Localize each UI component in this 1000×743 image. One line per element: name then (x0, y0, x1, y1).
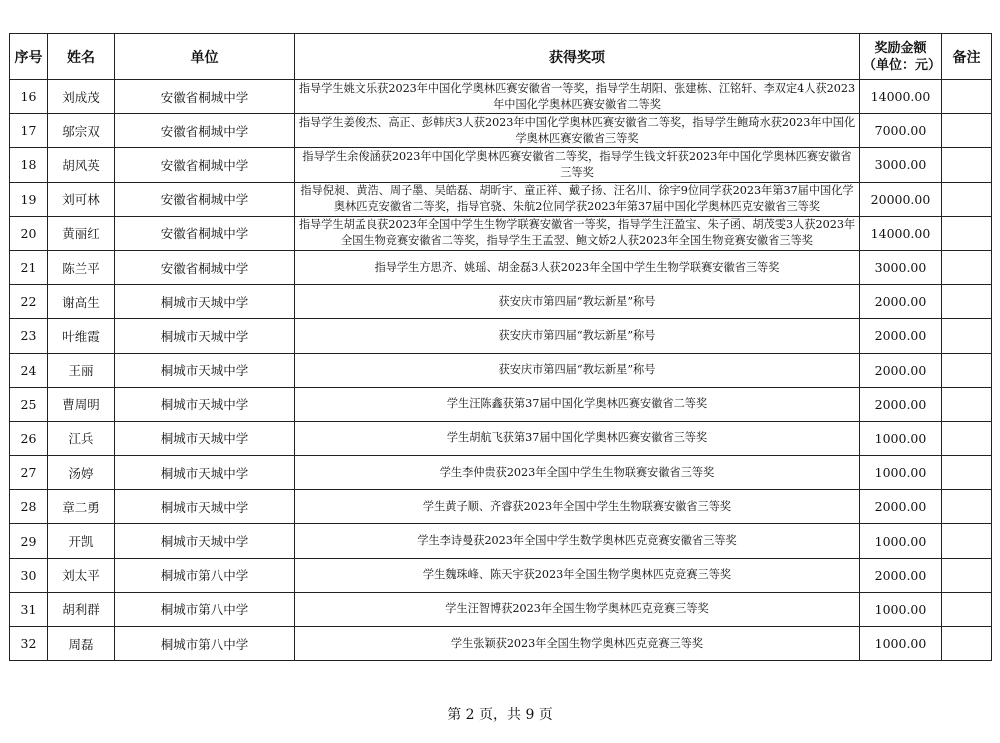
table-row (10, 490, 992, 524)
cell-name: 开凯 (48, 524, 115, 558)
table-row (10, 353, 992, 387)
cell-award: 学生汪智博获2023年全国生物学奥林匹克竞赛三等奖 (295, 592, 860, 626)
cell-amount: 2000.00 (860, 319, 942, 353)
cell-unit: 桐城市天城中学 (115, 490, 295, 524)
cell-remark (942, 387, 992, 421)
table-row (10, 524, 992, 558)
cell-index: 17 (10, 114, 48, 148)
table-row (10, 250, 992, 284)
cell-remark (942, 524, 992, 558)
cell-award: 学生黄子顺、齐睿获2023年全国中学生生物联赛安徽省三等奖 (295, 490, 860, 524)
cell-index: 22 (10, 285, 48, 319)
cell-award: 学生张颖获2023年全国生物学奥林匹克竞赛三等奖 (295, 627, 860, 661)
cell-remark (942, 285, 992, 319)
table-row (10, 114, 992, 148)
cell-remark (942, 627, 992, 661)
cell-index: 32 (10, 627, 48, 661)
cell-unit: 桐城市天城中学 (115, 456, 295, 490)
cell-award: 指导学生胡孟良获2023年全国中学生生物学联赛安徽省一等奖，指导学生汪盈宝、朱子函、胡茂雯3人获2023年全国生物竞赛安徽省二等奖，指导学生王孟翌、鲍文娇2人获2023年全国生物竞赛安徽省三等奖 (295, 216, 860, 250)
page-footer: 第 2 页，共 9 页 (447, 707, 553, 723)
cell-name: 刘太平 (48, 558, 115, 592)
cell-name: 邬宗双 (48, 114, 115, 148)
cell-amount: 14000.00 (860, 216, 942, 250)
cell-award: 指导倪昶、黄浩、周子墨、吴皓磊、胡昕宇、童正祥、戴子扬、汪名川、徐宇9位同学获2023年第37届中国化学奥林匹克安徽省二等奖，指导官骁、朱航2位同学获2023年第37届中国化学奥林匹克安徽省三等奖 (295, 182, 860, 216)
cell-remark (942, 148, 992, 182)
table-row (10, 148, 992, 182)
cell-award: 指导学生余俊涵获2023年中国化学奥林匹赛安徽省二等奖，指导学生钱文轩获2023年中国化学奥林匹赛安徽省三等奖 (295, 148, 860, 182)
header-award: 获得奖项 (295, 34, 860, 80)
cell-name: 黄丽红 (48, 216, 115, 250)
cell-amount: 2000.00 (860, 490, 942, 524)
cell-remark (942, 319, 992, 353)
cell-unit: 桐城市天城中学 (115, 285, 295, 319)
cell-index: 19 (10, 182, 48, 216)
cell-unit: 桐城市第八中学 (115, 592, 295, 626)
cell-unit: 桐城市第八中学 (115, 627, 295, 661)
table-row (10, 285, 992, 319)
cell-name: 江兵 (48, 421, 115, 455)
cell-remark (942, 182, 992, 216)
cell-name: 刘可林 (48, 182, 115, 216)
cell-award: 指导学生姚文乐获2023年中国化学奥林匹赛安徽省一等奖，指导学生胡阳、张建栋、江铭轩、李双定4人获2023年中国化学奥林匹赛安徽省二等奖 (295, 80, 860, 114)
cell-index: 28 (10, 490, 48, 524)
cell-unit: 安徽省桐城中学 (115, 216, 295, 250)
award-table (9, 33, 992, 661)
cell-amount: 1000.00 (860, 456, 942, 490)
table-row (10, 319, 992, 353)
header-amount-line1: 奖励金额 (874, 40, 927, 56)
cell-name: 胡风英 (48, 148, 115, 182)
cell-unit: 桐城市天城中学 (115, 387, 295, 421)
header-unit: 单位 (115, 34, 295, 80)
table-row (10, 80, 992, 114)
cell-unit: 安徽省桐城中学 (115, 114, 295, 148)
cell-index: 26 (10, 421, 48, 455)
cell-index: 29 (10, 524, 48, 558)
table-row (10, 182, 992, 216)
cell-name: 王丽 (48, 353, 115, 387)
cell-amount: 2000.00 (860, 387, 942, 421)
cell-amount: 2000.00 (860, 285, 942, 319)
table-row (10, 456, 992, 490)
cell-unit: 桐城市天城中学 (115, 524, 295, 558)
cell-unit: 安徽省桐城中学 (115, 148, 295, 182)
table-row (10, 558, 992, 592)
cell-index: 23 (10, 319, 48, 353)
cell-amount: 3000.00 (860, 148, 942, 182)
cell-amount: 20000.00 (860, 182, 942, 216)
cell-name: 章二勇 (48, 490, 115, 524)
cell-name: 陈兰平 (48, 250, 115, 284)
cell-amount: 1000.00 (860, 524, 942, 558)
cell-name: 刘成茂 (48, 80, 115, 114)
cell-remark (942, 216, 992, 250)
cell-unit: 桐城市天城中学 (115, 421, 295, 455)
cell-award: 学生魏珠峰、陈天宇获2023年全国生物学奥林匹克竞赛三等奖 (295, 558, 860, 592)
cell-index: 21 (10, 250, 48, 284)
cell-index: 18 (10, 148, 48, 182)
cell-remark (942, 558, 992, 592)
cell-name: 汤婷 (48, 456, 115, 490)
cell-amount: 3000.00 (860, 250, 942, 284)
cell-name: 谢高生 (48, 285, 115, 319)
cell-award: 指导学生方思齐、姚瑶、胡金磊3人获2023年全国中学生生物学联赛安徽省三等奖 (295, 250, 860, 284)
cell-amount: 1000.00 (860, 627, 942, 661)
cell-amount: 7000.00 (860, 114, 942, 148)
header-amount-line2: （单位：元） (863, 57, 942, 73)
cell-remark (942, 80, 992, 114)
cell-name: 叶维霞 (48, 319, 115, 353)
cell-amount: 2000.00 (860, 353, 942, 387)
table-row (10, 216, 992, 250)
cell-amount: 2000.00 (860, 558, 942, 592)
cell-name: 胡利群 (48, 592, 115, 626)
cell-unit: 桐城市天城中学 (115, 319, 295, 353)
cell-award: 学生胡航飞获第37届中国化学奥林匹赛安徽省三等奖 (295, 421, 860, 455)
cell-unit: 桐城市第八中学 (115, 558, 295, 592)
table-row (10, 421, 992, 455)
table-header-row (10, 34, 992, 80)
cell-amount: 1000.00 (860, 592, 942, 626)
cell-award: 学生李诗曼获2023年全国中学生数学奥林匹克竞赛安徽省三等奖 (295, 524, 860, 558)
header-index: 序号 (10, 34, 48, 80)
cell-remark (942, 592, 992, 626)
cell-award: 学生汪陈鑫获第37届中国化学奥林匹赛安徽省二等奖 (295, 387, 860, 421)
cell-index: 20 (10, 216, 48, 250)
cell-remark (942, 490, 992, 524)
header-amount (860, 34, 942, 80)
cell-index: 16 (10, 80, 48, 114)
cell-unit: 安徽省桐城中学 (115, 80, 295, 114)
header-remark: 备注 (942, 34, 992, 80)
cell-award: 获安庆市第四届“教坛新星”称号 (295, 353, 860, 387)
cell-index: 24 (10, 353, 48, 387)
cell-index: 30 (10, 558, 48, 592)
cell-name: 周磊 (48, 627, 115, 661)
header-name: 姓名 (48, 34, 115, 80)
table-row (10, 592, 992, 626)
cell-index: 31 (10, 592, 48, 626)
cell-unit: 安徽省桐城中学 (115, 250, 295, 284)
cell-unit: 桐城市天城中学 (115, 353, 295, 387)
cell-remark (942, 250, 992, 284)
cell-unit: 安徽省桐城中学 (115, 182, 295, 216)
cell-amount: 1000.00 (860, 421, 942, 455)
cell-amount: 14000.00 (860, 80, 942, 114)
table-row (10, 627, 992, 661)
cell-index: 27 (10, 456, 48, 490)
cell-remark (942, 421, 992, 455)
cell-award: 获安庆市第四届“教坛新星”称号 (295, 319, 860, 353)
table-row (10, 387, 992, 421)
cell-award: 学生李仲贵获2023年全国中学生生物联赛安徽省三等奖 (295, 456, 860, 490)
cell-award: 获安庆市第四届“教坛新星”称号 (295, 285, 860, 319)
cell-remark (942, 353, 992, 387)
cell-index: 25 (10, 387, 48, 421)
cell-name: 曹周明 (48, 387, 115, 421)
cell-remark (942, 114, 992, 148)
cell-award: 指导学生姜俊杰、高正、彭韩庆3人获2023年中国化学奥林匹赛安徽省二等奖，指导学生鲍琦水获2023年中国化学奥林匹赛安徽省三等奖 (295, 114, 860, 148)
cell-remark (942, 456, 992, 490)
